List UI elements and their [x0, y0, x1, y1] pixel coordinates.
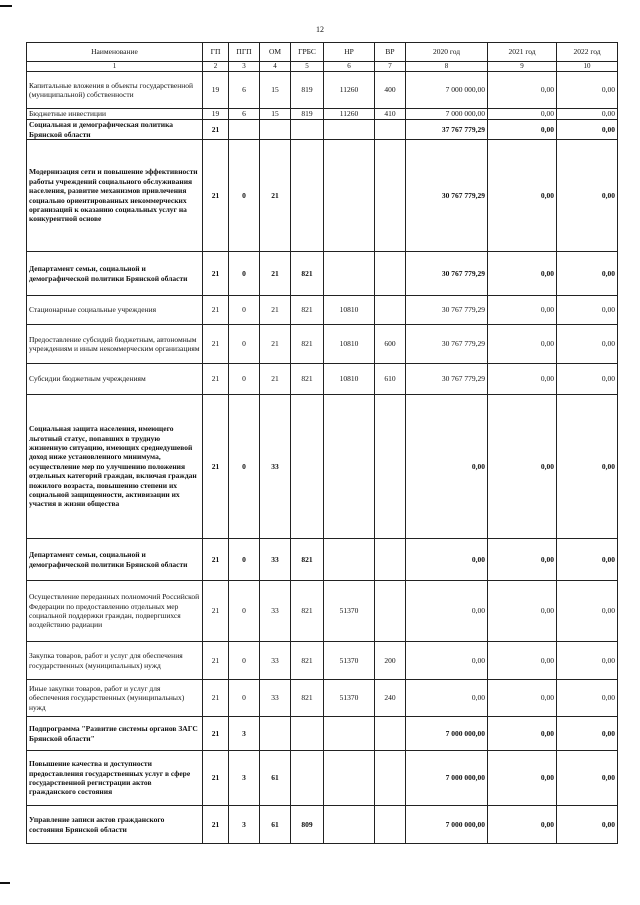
row-2021: 0,00	[488, 680, 557, 717]
row-name: Бюджетные инвестиции	[27, 109, 203, 120]
col-index: 1	[27, 62, 203, 72]
col-header-pgp: ПГП	[229, 43, 260, 62]
row-2021: 0,00	[488, 140, 557, 252]
row-nr: 51370	[324, 581, 375, 642]
row-gp: 21	[203, 364, 229, 395]
row-gp: 21	[203, 642, 229, 680]
row-om	[260, 717, 291, 751]
row-2022: 0,00	[557, 642, 618, 680]
row-gp: 21	[203, 325, 229, 364]
row-2021: 0,00	[488, 539, 557, 581]
table-row	[27, 325, 618, 364]
row-2021: 0,00	[488, 581, 557, 642]
table-row	[27, 539, 618, 581]
row-2021: 0,00	[488, 252, 557, 296]
row-2022: 0,00	[557, 751, 618, 806]
row-nr: 10810	[324, 296, 375, 325]
row-nr: 11260	[324, 109, 375, 120]
table-row	[27, 395, 618, 539]
row-grbs	[291, 120, 324, 140]
column-index-row	[27, 62, 618, 72]
row-2020: 7 000 000,00	[406, 109, 488, 120]
row-grbs: 821	[291, 296, 324, 325]
row-2022: 0,00	[557, 140, 618, 252]
col-index: 10	[557, 62, 618, 72]
col-header-name: Наименование	[27, 43, 203, 62]
row-2022: 0,00	[557, 539, 618, 581]
row-nr: 10810	[324, 364, 375, 395]
col-index: 8	[406, 62, 488, 72]
row-om: 33	[260, 539, 291, 581]
row-2021: 0,00	[488, 109, 557, 120]
row-grbs: 821	[291, 642, 324, 680]
row-2020: 30 767 779,29	[406, 364, 488, 395]
row-nr	[324, 806, 375, 844]
row-2020: 30 767 779,29	[406, 252, 488, 296]
col-index: 6	[324, 62, 375, 72]
row-2022: 0,00	[557, 120, 618, 140]
table-row	[27, 296, 618, 325]
col-header-vr: ВР	[375, 43, 406, 62]
col-header-grbs: ГРБС	[291, 43, 324, 62]
row-vr	[375, 120, 406, 140]
row-2020: 37 767 779,29	[406, 120, 488, 140]
row-grbs: 821	[291, 581, 324, 642]
row-pgp: 0	[229, 252, 260, 296]
row-name: Департамент семьи, социальной и демографической политики Брянской области	[27, 252, 203, 296]
row-2020: 0,00	[406, 395, 488, 539]
row-grbs: 821	[291, 364, 324, 395]
row-vr: 410	[375, 109, 406, 120]
row-pgp: 0	[229, 539, 260, 581]
row-gp: 21	[203, 395, 229, 539]
row-pgp: 0	[229, 364, 260, 395]
row-2021: 0,00	[488, 395, 557, 539]
row-vr	[375, 296, 406, 325]
row-name: Предоставление субсидий бюджетным, автономным учреждениям и иным некоммерческим организациям	[27, 325, 203, 364]
row-pgp: 0	[229, 325, 260, 364]
row-vr: 240	[375, 680, 406, 717]
row-2021: 0,00	[488, 806, 557, 844]
row-vr	[375, 252, 406, 296]
table-row	[27, 72, 618, 109]
row-gp: 21	[203, 296, 229, 325]
row-grbs	[291, 751, 324, 806]
row-pgp: 0	[229, 642, 260, 680]
table-row	[27, 109, 618, 120]
row-vr: 610	[375, 364, 406, 395]
row-nr: 11260	[324, 72, 375, 109]
row-nr: 51370	[324, 642, 375, 680]
row-2022: 0,00	[557, 252, 618, 296]
row-2020: 30 767 779,29	[406, 140, 488, 252]
col-index: 9	[488, 62, 557, 72]
row-vr	[375, 581, 406, 642]
row-name: Осуществление переданных полномочий Российской Федерации по предоставлению отдельных мер социальной поддержки граждан, подвергшихся воздействию радиации	[27, 581, 203, 642]
row-2021: 0,00	[488, 364, 557, 395]
row-gp: 21	[203, 581, 229, 642]
row-2020: 7 000 000,00	[406, 806, 488, 844]
row-gp: 21	[203, 252, 229, 296]
row-2022: 0,00	[557, 680, 618, 717]
row-grbs	[291, 140, 324, 252]
header-row	[27, 43, 618, 62]
row-name: Капитальные вложения в объекты государственной (муниципальной) собственности	[27, 72, 203, 109]
row-nr: 10810	[324, 325, 375, 364]
row-name: Социальная и демографическая политика Брянской области	[27, 120, 203, 140]
row-nr	[324, 539, 375, 581]
row-name: Подпрограмма "Развитие системы органов ЗАГС Брянской области"	[27, 717, 203, 751]
table-row	[27, 140, 618, 252]
row-2021: 0,00	[488, 325, 557, 364]
row-pgp: 0	[229, 140, 260, 252]
row-2022: 0,00	[557, 395, 618, 539]
col-index: 3	[229, 62, 260, 72]
row-pgp: 6	[229, 72, 260, 109]
table-row	[27, 642, 618, 680]
col-header-om: ОМ	[260, 43, 291, 62]
row-om: 33	[260, 642, 291, 680]
row-2020: 30 767 779,29	[406, 296, 488, 325]
row-pgp: 3	[229, 717, 260, 751]
col-header-2020: 2020 год	[406, 43, 488, 62]
row-om: 61	[260, 806, 291, 844]
row-om	[260, 120, 291, 140]
table-row	[27, 252, 618, 296]
row-grbs: 821	[291, 325, 324, 364]
row-gp: 21	[203, 717, 229, 751]
col-index: 2	[203, 62, 229, 72]
col-index: 7	[375, 62, 406, 72]
row-2022: 0,00	[557, 806, 618, 844]
row-gp: 21	[203, 680, 229, 717]
row-om: 61	[260, 751, 291, 806]
row-2020: 0,00	[406, 642, 488, 680]
row-pgp: 0	[229, 581, 260, 642]
row-vr	[375, 140, 406, 252]
row-gp: 19	[203, 72, 229, 109]
row-2022: 0,00	[557, 581, 618, 642]
margin-mark	[0, 882, 10, 884]
row-2022: 0,00	[557, 296, 618, 325]
table-row	[27, 581, 618, 642]
table-row	[27, 717, 618, 751]
row-2021: 0,00	[488, 642, 557, 680]
row-gp: 21	[203, 539, 229, 581]
budget-table	[26, 42, 618, 844]
row-2020: 7 000 000,00	[406, 751, 488, 806]
row-2022: 0,00	[557, 109, 618, 120]
row-2021: 0,00	[488, 120, 557, 140]
row-pgp: 0	[229, 680, 260, 717]
row-pgp: 0	[229, 296, 260, 325]
row-vr	[375, 717, 406, 751]
row-2020: 7 000 000,00	[406, 72, 488, 109]
row-pgp: 6	[229, 109, 260, 120]
row-2022: 0,00	[557, 717, 618, 751]
row-2020: 7 000 000,00	[406, 717, 488, 751]
row-2021: 0,00	[488, 72, 557, 109]
row-om: 33	[260, 680, 291, 717]
col-index: 5	[291, 62, 324, 72]
row-grbs: 821	[291, 680, 324, 717]
row-om: 21	[260, 364, 291, 395]
col-header-2021: 2021 год	[488, 43, 557, 62]
row-grbs: 809	[291, 806, 324, 844]
row-grbs: 819	[291, 72, 324, 109]
row-vr	[375, 539, 406, 581]
row-name: Закупка товаров, работ и услуг для обеспечения государственных (муниципальных) нужд	[27, 642, 203, 680]
row-gp: 21	[203, 120, 229, 140]
row-gp: 21	[203, 751, 229, 806]
table-row	[27, 364, 618, 395]
row-grbs: 819	[291, 109, 324, 120]
row-om: 15	[260, 109, 291, 120]
row-name: Департамент семьи, социальной и демографической политики Брянской области	[27, 539, 203, 581]
row-nr: 51370	[324, 680, 375, 717]
row-name: Повышение качества и доступности предоставления государственных услуг в сфере государственной регистрации актов гражданского состояния	[27, 751, 203, 806]
row-name: Управление записи актов гражданского состояния Брянской области	[27, 806, 203, 844]
row-2020: 0,00	[406, 539, 488, 581]
row-om: 21	[260, 325, 291, 364]
row-vr: 600	[375, 325, 406, 364]
row-pgp: 3	[229, 806, 260, 844]
row-nr	[324, 120, 375, 140]
row-pgp	[229, 120, 260, 140]
row-vr	[375, 751, 406, 806]
table-row	[27, 806, 618, 844]
table-row	[27, 751, 618, 806]
corner-mark	[0, 5, 12, 7]
row-grbs	[291, 717, 324, 751]
row-pgp: 0	[229, 395, 260, 539]
col-header-gp: ГП	[203, 43, 229, 62]
row-om: 21	[260, 140, 291, 252]
row-nr	[324, 717, 375, 751]
row-name: Социальная защита населения, имеющего льготный статус, попавших в трудную жизненную ситуацию, имеющих среднедушевой доход ниже установленного минимума, осуществление мер по улучшению положения отдельных категорий граждан, включая граждан пожилого возраста, повышению степени их социальной защищенности, активизации их участия в жизни общества	[27, 395, 203, 539]
row-2022: 0,00	[557, 72, 618, 109]
col-index: 4	[260, 62, 291, 72]
row-gp: 21	[203, 140, 229, 252]
row-grbs	[291, 395, 324, 539]
row-2021: 0,00	[488, 296, 557, 325]
row-nr	[324, 751, 375, 806]
row-vr	[375, 806, 406, 844]
row-2022: 0,00	[557, 325, 618, 364]
row-name: Модернизация сети и повышение эффективности работы учреждений социального обслуживания населения, развитие механизмов привлечения социально ориентированных некоммерческих организаций к оказанию социальных услуг на конкурентной основе	[27, 140, 203, 252]
col-header-nr: НР	[324, 43, 375, 62]
table-row	[27, 680, 618, 717]
row-name: Иные закупки товаров, работ и услуг для обеспечения государственных (муниципальных) нужд	[27, 680, 203, 717]
row-om: 21	[260, 296, 291, 325]
row-grbs: 821	[291, 252, 324, 296]
row-nr	[324, 252, 375, 296]
row-vr: 200	[375, 642, 406, 680]
row-gp: 19	[203, 109, 229, 120]
col-header-2022: 2022 год	[557, 43, 618, 62]
table-row	[27, 120, 618, 140]
row-2021: 0,00	[488, 751, 557, 806]
row-2021: 0,00	[488, 717, 557, 751]
row-pgp: 3	[229, 751, 260, 806]
row-om: 33	[260, 581, 291, 642]
row-om: 21	[260, 252, 291, 296]
row-name: Стационарные социальные учреждения	[27, 296, 203, 325]
row-om: 15	[260, 72, 291, 109]
row-2020: 0,00	[406, 581, 488, 642]
page-number: 12	[316, 25, 324, 34]
row-om: 33	[260, 395, 291, 539]
row-nr	[324, 140, 375, 252]
row-name: Субсидии бюджетным учреждениям	[27, 364, 203, 395]
row-2020: 30 767 779,29	[406, 325, 488, 364]
row-nr	[324, 395, 375, 539]
row-grbs: 821	[291, 539, 324, 581]
row-vr	[375, 395, 406, 539]
row-vr: 400	[375, 72, 406, 109]
row-2022: 0,00	[557, 364, 618, 395]
row-gp: 21	[203, 806, 229, 844]
row-2020: 0,00	[406, 680, 488, 717]
